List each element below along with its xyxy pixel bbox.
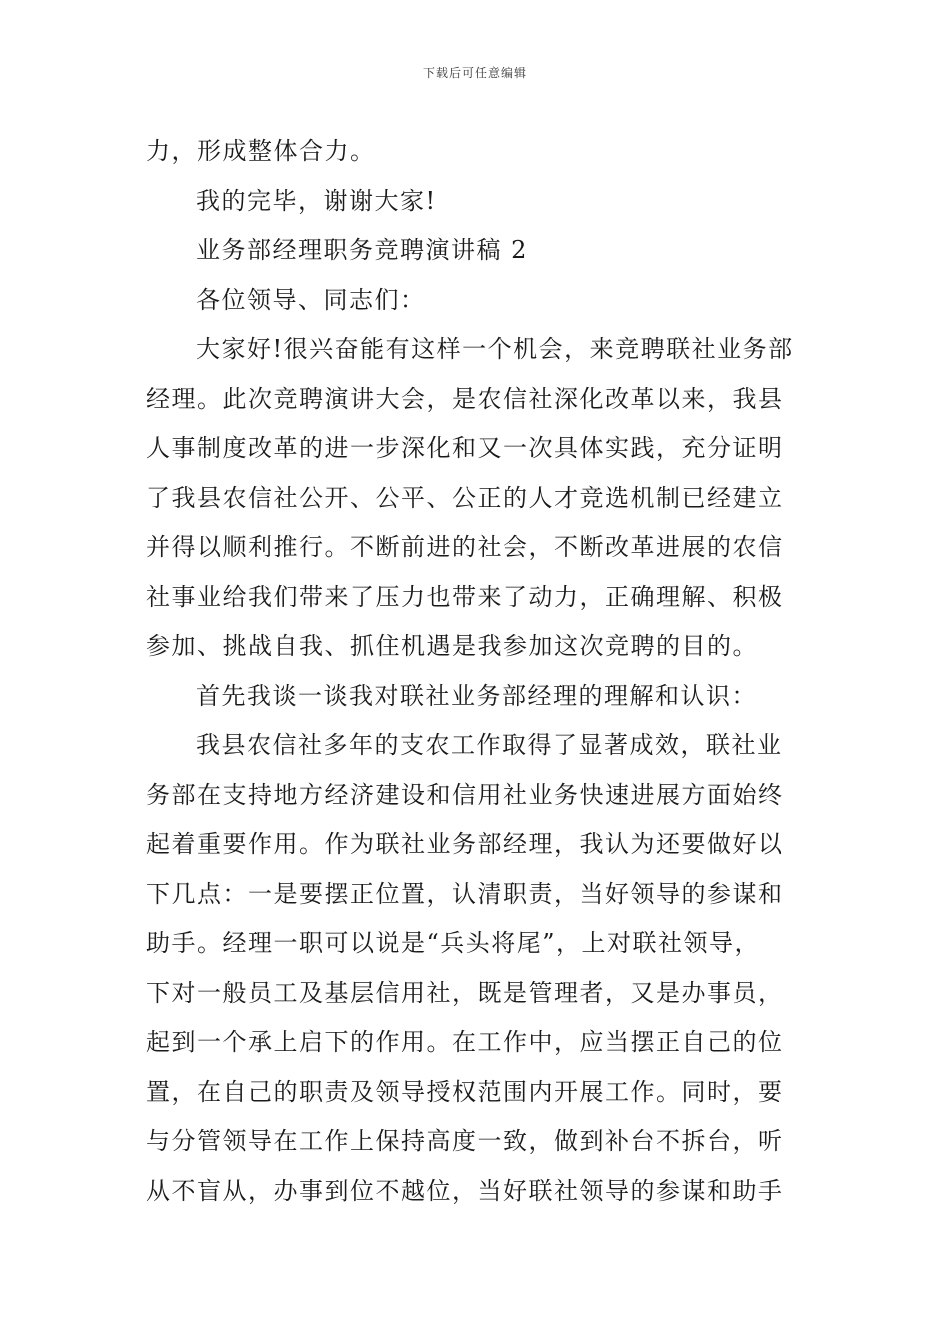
- text-line: 从不盲从，办事到位不越位，当好联社领导的参谋和助手: [146, 1176, 784, 1205]
- text-line: 人事制度改革的进一步深化和又一次具体实践，充分证明: [146, 434, 784, 462]
- text-line: 经理。此次竞聘演讲大会，是农信社深化改革以来，我县: [146, 384, 784, 413]
- text-line: 下对一般员工及基层信用社，既是管理者，又是办事员，: [146, 978, 784, 1007]
- text-line: 我县农信社多年的支农工作取得了显著成效，联社业: [196, 731, 783, 759]
- text-line: 社事业给我们带来了压力也带来了动力，正确理解、积极: [146, 582, 784, 611]
- text-line: 大家好!很兴奋能有这样一个机会，来竞聘联社业务部: [196, 335, 794, 363]
- text-line: 与分管领导在工作上保持高度一致，做到补台不拆台，听: [146, 1127, 784, 1155]
- text-line: 参加、挑战自我、抓住机遇是我参加这次竞聘的目的。: [146, 632, 758, 660]
- text-line: 起着重要作用。作为联社业务部经理，我认为还要做好以: [146, 830, 784, 858]
- text-line: 了我县农信社公开、公平、公正的人才竞选机制已经建立: [146, 483, 784, 512]
- page-header: 下载后可任意编辑: [422, 66, 527, 80]
- text-line: 我的完毕，谢谢大家!: [196, 186, 437, 215]
- text-line: 助手。经理一职可以说是“兵头将尾”，上对联社领导，: [146, 929, 761, 957]
- text-line: 起到一个承上启下的作用。在工作中，应当摆正自己的位: [146, 1028, 784, 1056]
- document-body: [146, 127, 810, 1216]
- text-line: 首先我谈一谈我对联社业务部经理的理解和认识：: [196, 681, 757, 710]
- text-line: 务部在支持地方经济建设和信用社业务快速进展方面始终: [146, 780, 784, 809]
- text-line: 并得以顺利推行。不断前进的社会，不断改革进展的农信: [146, 533, 784, 561]
- salutation: 各位领导、同志们：: [196, 285, 426, 314]
- text-line: 下几点：一是要摆正位置，认清职责，当好领导的参谋和: [146, 879, 784, 908]
- text-line: 置，在自己的职责及领导授权范围内开展工作。同时，要: [146, 1077, 784, 1106]
- section-title: 业务部经理职务竞聘演讲稿 2: [196, 236, 528, 264]
- text-line: 力，形成整体合力。: [146, 137, 376, 165]
